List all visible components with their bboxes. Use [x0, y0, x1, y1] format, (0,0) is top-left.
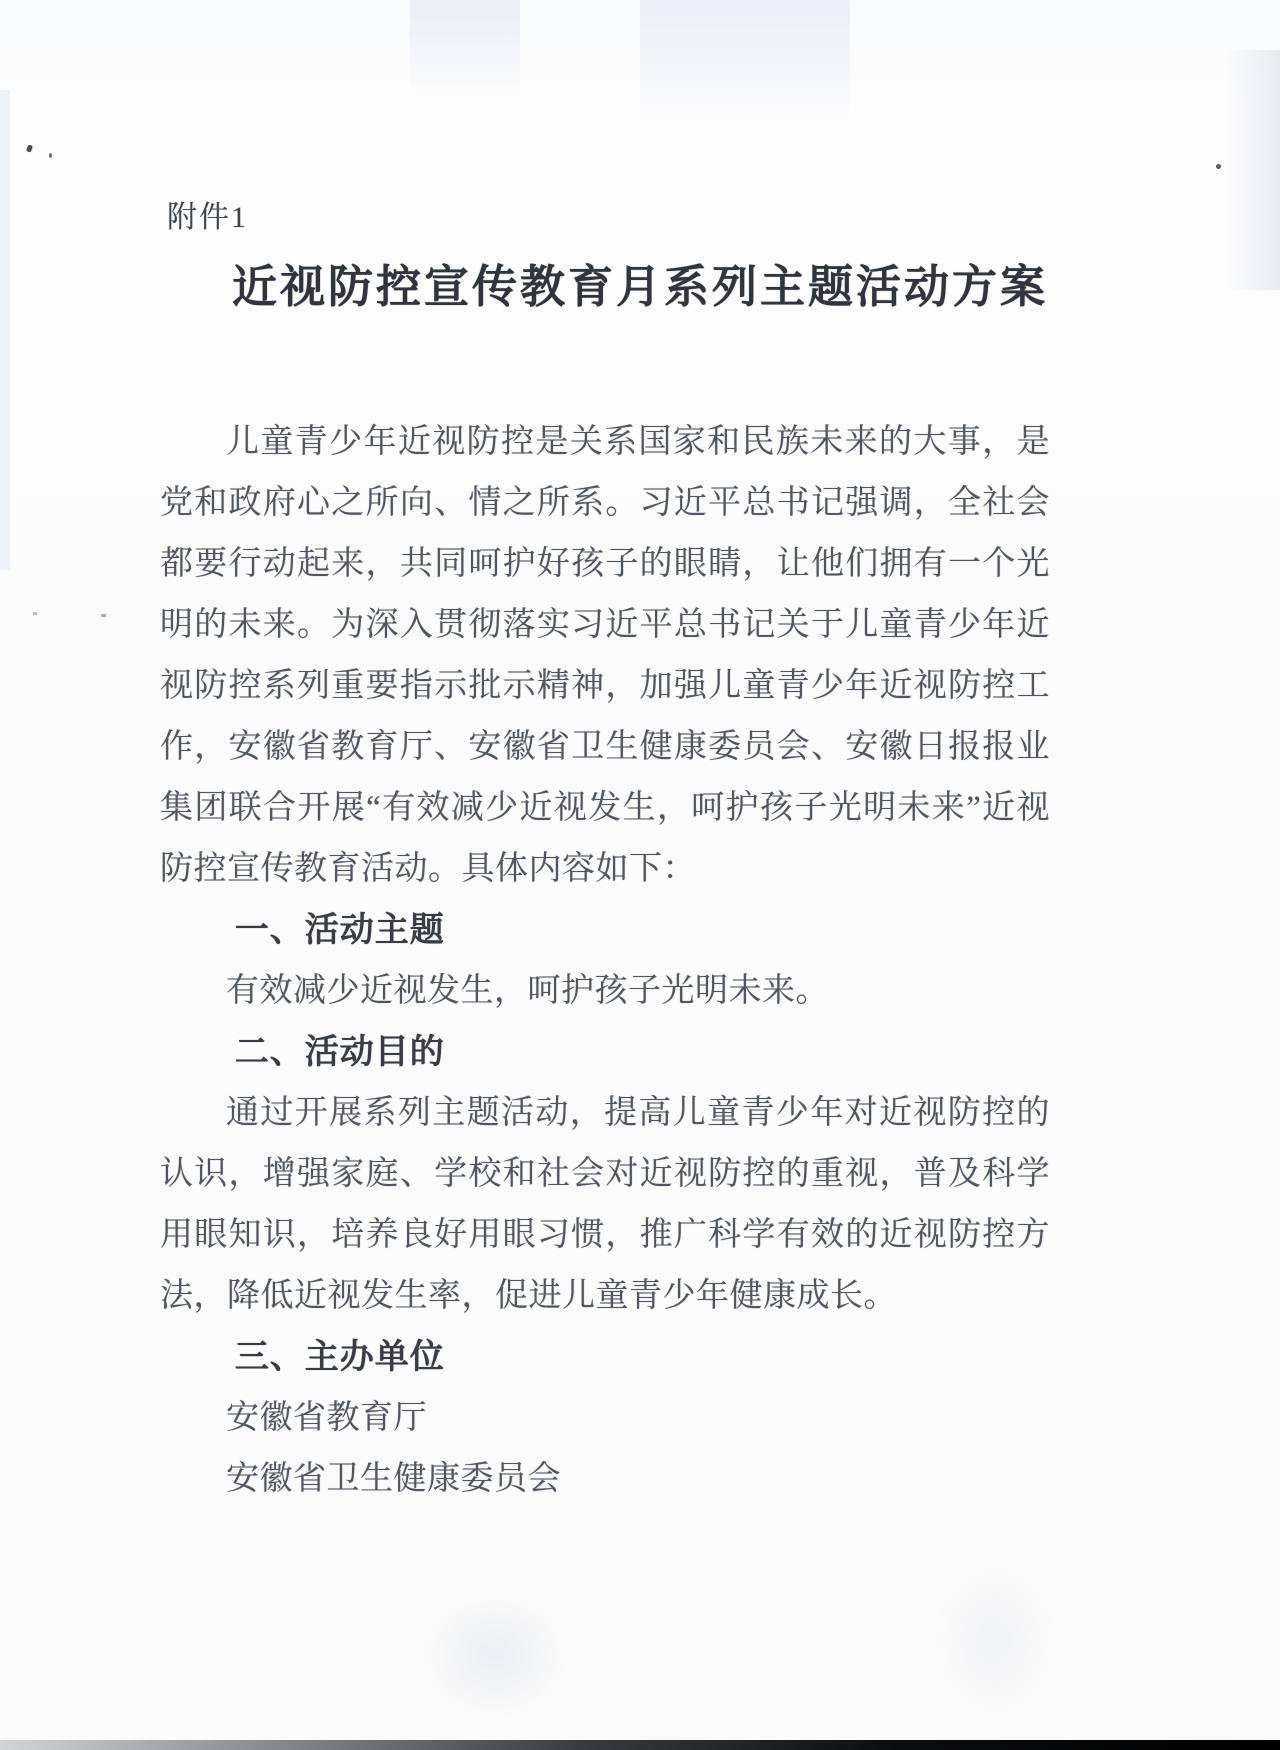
scan-smudge [930, 1560, 1060, 1720]
scan-streak [0, 90, 10, 570]
scan-speck [1216, 164, 1221, 169]
document-body [160, 412, 1050, 1510]
organizer-line: 安徽省教育厅 [226, 1400, 427, 1436]
attachment-label: 附件1 [167, 201, 248, 234]
scan-smudge [420, 1590, 570, 1720]
section-1-body: 有效减少近视发生，呵护孩子光明未来。 [226, 973, 829, 1009]
organizer-line: 安徽省卫生健康委员会 [226, 1461, 561, 1497]
section-2-body: 通过开展系列主题活动，提高儿童青少年对近视防控的认识，增强家庭、学校和社会对近视防控的重视，普及科学用眼知识，培养良好用眼习惯，推广科学有效的近视防控方法，降低近视发生率，促进儿童青少年健康成长。 [160, 1095, 1050, 1314]
scan-speck [33, 612, 37, 615]
document-title: 近视防控宣传教育月系列主题活动方案 [231, 261, 1048, 312]
section-1-heading: 一、活动主题 [234, 911, 445, 949]
section-2-heading: 二、活动目的 [234, 1033, 445, 1071]
section-3-heading: 三、主办单位 [234, 1338, 445, 1376]
scan-speck [101, 614, 106, 617]
scan-speck [26, 144, 33, 152]
scanner-edge-shadow [0, 1740, 1280, 1750]
scan-streak [640, 0, 850, 125]
scan-streak [410, 0, 520, 95]
intro-paragraph: 儿童青少年近视防控是关系国家和民族未来的大事，是党和政府心之所向、情之所系。习近平总书记强调，全社会都要行动起来，共同呵护好孩子的眼睛，让他们拥有一个光明的未来。为深入贯彻落实习近平总书记关于儿童青少年近视防控系列重要指示批示精神，加强儿童青少年近视防控工作，安徽省教育厅、安徽省卫生健康委员会、安徽日报报业集团联合开展“有效减少近视发生，呵护孩子光明未来”近视防控宣传教育活动。具体内容如下： [160, 424, 1050, 887]
scan-speck [49, 153, 52, 158]
